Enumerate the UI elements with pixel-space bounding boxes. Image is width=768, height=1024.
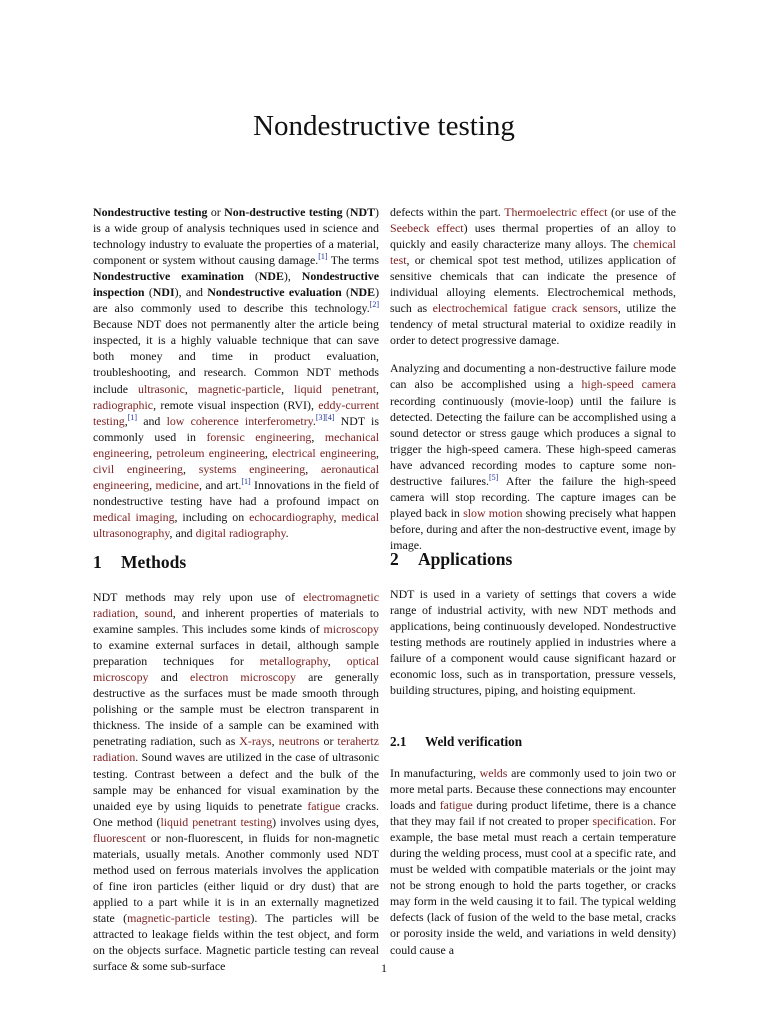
link-neutrons[interactable]: neutrons [278,734,320,749]
link-forensic-engineering[interactable]: forensic engineering [206,429,312,444]
weld-paragraph: In manufacturing, welds are commonly used to join two or more metal parts. Because these connections may encounter loads and fatigue during product lifetime, there is a chance that they may fail if not created to proper specification. For example, the base metal must reach a certain temperature during the welding process, must cool at a specific rate, and must be welded with compatible materials or the joint may not be strong enough to hold the parts together, or cracks may form in the weld causing it to fail. The typical welding defects (lack of fusion of the weld to the base metal, cracks or porosity inside the weld, and variations in weld density) could cause a [390,766,676,957]
citation-link[interactable]: [1] [318,252,328,262]
link-electrical-engineering[interactable]: electrical engineering [272,445,377,460]
applications-body [390,586,676,698]
link-low-coherence-interferometry[interactable]: low coherence interferometry [166,413,313,428]
link-slow-motion[interactable]: slow motion [463,505,523,520]
link-specification[interactable]: specification [592,814,654,829]
link-x-rays[interactable]: X-rays [239,734,272,749]
citation-link[interactable]: [1] [127,412,138,422]
link-medical-imaging[interactable]: medical imaging [93,509,175,524]
right-column-top [390,204,676,565]
citation-link[interactable]: [3][4] [315,412,335,422]
intro-column [93,204,379,553]
link-petroleum-engineering[interactable]: petroleum engineering [156,445,265,460]
link-medical-ultrasonography[interactable]: medical ultrasonography [93,509,379,540]
link-electromagnetic-radiation[interactable]: electromagnetic radiation [93,590,379,621]
citation-link[interactable]: [2] [369,300,379,310]
link-ultrasonic[interactable]: ultrasonic [138,381,185,396]
link-echocardiography[interactable]: echocardiography [249,509,334,524]
link-welds[interactable]: welds [479,766,508,780]
link-fluorescent[interactable]: fluorescent [93,830,146,845]
paragraph-thermoelectric: defects within the part. Thermoelectric effect (or use of the Seebeck effect) uses thermal properties of an alloy to quickly and easily characterize many alloys. The chemical test, or chemical spot test method, utilizes application of sensitive chemicals that can indicate the presence of individual alloying elements. Electrochemical methods, such as electrochemical fatigue crack sensors, utilize the tendency of metal structural material to oxidize readily in order to detect progressive damage. [390,205,677,348]
link-fatigue[interactable]: fatigue [307,798,341,813]
link-terahertz-radiation[interactable]: terahertz radiation [93,734,379,765]
link-electron-microscopy[interactable]: electron microscopy [189,670,296,685]
term-non-destructive: Non-destructive testing [224,205,343,219]
section-heading-applications: 2 Applications [390,549,513,569]
link-civil-engineering[interactable]: civil engineering [93,461,183,476]
link-liquid-penetrant-testing[interactable]: liquid penetrant testing [160,814,273,829]
link-high-speed-camera[interactable]: high-speed camera [581,377,676,392]
link-digital-radiography[interactable]: digital radiography [195,525,286,540]
term-ndt: Nondestructive testing [93,205,208,219]
citation-link[interactable]: [1] [241,476,251,486]
link-optical-microscopy[interactable]: optical microscopy [93,654,379,685]
link-electrochemical-fatigue-crack-sensors[interactable]: electrochemical fatigue crack sensors [432,301,618,316]
link-eddy-current-testing[interactable]: eddy-current testing [93,397,379,428]
section-heading-methods: 1 Methods [93,552,187,572]
citation-link[interactable]: [5] [489,472,499,482]
link-systems-engineering[interactable]: systems engineering [198,461,306,476]
page-title: Nondestructive testing [253,110,515,142]
link-seebeck-effect[interactable]: Seebeck effect [390,221,464,236]
link-fatigue[interactable]: fatigue [439,798,473,813]
link-metallography[interactable]: metallography [259,654,328,669]
link-medicine[interactable]: medicine [155,477,200,492]
link-chemical-test[interactable]: chemical test [390,237,676,268]
link-radiographic[interactable]: radiographic [93,397,154,412]
link-aeronautical-engineering[interactable]: aeronautical engineering [93,461,380,492]
link-magnetic-particle[interactable]: magnetic-particle [197,381,282,396]
paragraph-high-speed-camera: Analyzing and documenting a non-destructive failure mode can also be accomplished using a high-speed camera recording continuously (movie-loop) until the failure is detected. Detecting the failure can be accomplished using a sound detector or stress gauge which produces a signal to trigger the high-speed camera. These high-speed cameras have advanced recording modes to capture some non-destructive failures.[5] After the failure the high-speed camera will stop recording. The capture images can be played back in slow motion showing precisely what happen before, during and after the non-destructive event, image by image. [390,361,677,552]
weld-body [390,765,676,958]
intro-paragraph: Nondestructive testing or Non-destructive testing (NDT) is a wide group of analysis techniques used in science and technology industry to evaluate the properties of a material, component or system without causing damage.[1] The terms Nondestructive examination (NDE), Nondestructive inspection (NDI), and Nondestructive evaluation (NDE) are also commonly used to describe this technology.[2] Because NDT does not permanently alter the article being inspected, it is a highly valuable technique that can save both money and time in product evaluation, troubleshooting, and research. Common NDT methods include ultrasonic, magnetic-particle, liquid penetrant, radiographic, remote visual inspection (RVI), eddy-current testing,[1] and low coherence interferometry.[3][4] NDT is commonly used in forensic engineering, mechanical engineering, petroleum engineering, electrical engineering, civil engineering, systems engineering, aeronautical engineering, medicine, and art.[1] Innovations in the field of nondestructive testing have had a profound impact on medical imaging, including on echocardiography, medical ultrasonography, and digital radiography. [93,205,380,540]
applications-paragraph: NDT is used in a variety of settings that covers a wide range of industrial activity, with new NDT methods and applications, being continuously developed. Nondestructive testing methods are routinely applied in industries where a failure of a component would cause significant hazard or economic loss, such as in transportation, pressure vessels, building structures, piping, and hoisting equipment. [390,587,676,698]
link-mechanical-engineering[interactable]: mechanical engineering [93,429,379,460]
link-liquid-penetrant[interactable]: liquid penetrant [294,381,377,396]
page-number: 1 [381,961,387,975]
link-thermoelectric-effect[interactable]: Thermoelectric effect [504,205,608,219]
subsection-heading-weld-verification: 2.1 Weld verification [390,734,523,749]
link-sound[interactable]: sound [144,606,173,621]
link-microscopy[interactable]: microscopy [323,622,379,637]
methods-paragraph: NDT methods may rely upon use of electromagnetic radiation, sound, and inherent properties of materials to examine samples. This includes some kinds of microscopy to examine external surfaces in detail, although sample preparation techniques for metallography, optical microscopy and electron microscopy are generally destructive as the surfaces must be made smooth through polishing or the sample must be electron transparent in thickness. The inside of a sample can be examined with penetrating radiation, such as X-rays, neutrons or terahertz radiation. Sound waves are utilized in the case of ultrasonic testing. Contrast between a defect and the bulk of the sample may be enhanced for visual examination by the unaided eye by using liquids to penetrate fatigue cracks. One method (liquid penetrant testing) involves using dyes, fluorescent or non-fluorescent, in fluids for non-magnetic materials, usually metals. Another commonly used NDT method used on ferrous materials involves the application of fine iron particles (either liquid or dry dust) that are applied to a part while it is in an externally magnetized state (magnetic-particle testing). The particles will be attracted to leakage fields within the test object, and form on the objects surface. Magnetic particle testing can reveal surface & some sub-surface [93,590,379,974]
link-magnetic-particle-testing[interactable]: magnetic-particle testing [127,910,251,925]
methods-body [93,589,379,974]
